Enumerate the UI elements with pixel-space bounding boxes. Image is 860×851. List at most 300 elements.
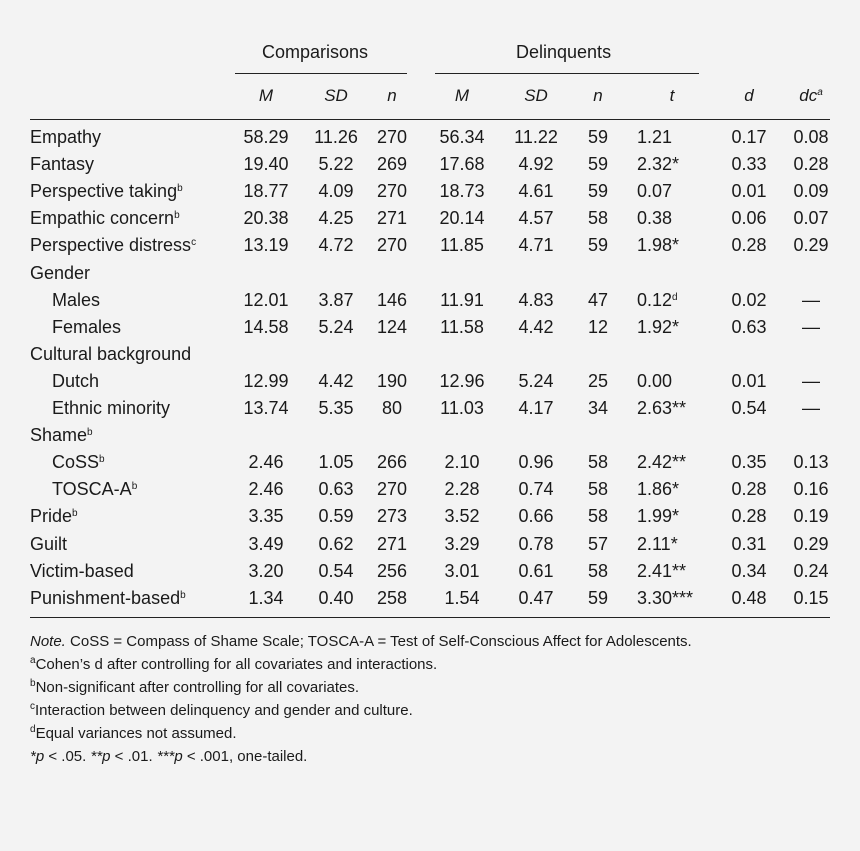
d-value (720, 479, 778, 500)
t-value (637, 561, 707, 582)
m-delinquents (432, 154, 492, 175)
row-label (30, 506, 78, 527)
row-label-text: Victim-based (30, 560, 134, 581)
row-label-footnote-mark: b (174, 210, 180, 222)
t-value-text: 0.00 (637, 370, 673, 391)
row-label-text: Guilt (30, 533, 68, 554)
p-text-2: < .01. (110, 748, 157, 765)
row-label-text: Ethnic minority (52, 398, 171, 418)
t-value (637, 506, 707, 527)
t-value-text: 1.98* (637, 235, 680, 256)
row-label-footnote-mark: b (177, 183, 183, 195)
t-value (637, 127, 707, 148)
t-value-text: 3.30*** (637, 587, 694, 608)
dc-value (785, 479, 837, 500)
row-label-text: Empathic concern (30, 208, 175, 229)
sd-delinquents (506, 452, 566, 473)
n-delinquents (578, 208, 618, 229)
row-label (30, 561, 134, 582)
d-value (720, 235, 778, 256)
row-label-text: Females (52, 316, 122, 337)
m-comparisons (236, 154, 296, 175)
m-comparisons (236, 534, 296, 555)
table-row (0, 263, 860, 290)
d-value-text: 0.48 (731, 587, 767, 608)
col-d: d (744, 86, 754, 105)
header-rule (30, 119, 830, 120)
dc-value (785, 452, 837, 473)
sd-delinquents-text: 4.71 (518, 235, 554, 256)
sd-delinquents-text: 0.78 (518, 533, 554, 554)
m-comparisons (236, 479, 296, 500)
d-value-text: 0.35 (731, 452, 767, 473)
m-delinquents-text: 18.73 (439, 181, 485, 202)
d-value-text: 0.28 (731, 479, 767, 500)
sd-delinquents (506, 398, 566, 419)
sd-delinquents-text: 4.57 (518, 208, 554, 229)
row-label (52, 452, 105, 473)
col-sd-comparisons: SD (324, 86, 348, 105)
footnote-b-text: Non-significant after controlling for all covariates. (35, 679, 360, 696)
row-label-footnote-mark: b (131, 481, 138, 493)
sd-delinquents (506, 181, 566, 202)
row-label (30, 425, 93, 446)
t-value (637, 208, 707, 229)
n-delinquents (578, 371, 618, 392)
m-delinquents (432, 506, 492, 527)
t-value-text: 2.32* (637, 154, 680, 175)
row-label (30, 154, 94, 175)
sd-delinquents-text: 5.24 (518, 370, 554, 391)
t-value-text: 0.12 (637, 289, 673, 310)
col-sd-delinquents: SD (524, 86, 548, 105)
t-value-text: 1.92* (637, 316, 680, 337)
dc-value (785, 208, 837, 229)
m-comparisons (236, 452, 296, 473)
n-delinquents-text: 58 (587, 208, 609, 229)
dc-value (785, 561, 837, 582)
n-delinquents (578, 479, 618, 500)
m-comparisons-text: 3.20 (248, 560, 284, 581)
n-delinquents-text: 59 (587, 181, 609, 202)
dc-value (785, 371, 837, 392)
sd-comparisons (306, 398, 366, 419)
d-value-text: 0.28 (731, 506, 767, 527)
footnote-d-text: Equal variances not assumed. (35, 725, 237, 742)
n-comparisons-text: 146 (376, 289, 408, 310)
sd-comparisons-text: 5.35 (318, 398, 354, 418)
dc-value-text: 0.08 (793, 127, 829, 147)
row-label-text: TOSCA-A (52, 479, 132, 500)
dc-value (785, 506, 837, 527)
n-comparisons (372, 452, 412, 473)
sd-delinquents (506, 154, 566, 175)
n-comparisons (372, 588, 412, 609)
n-delinquents (578, 561, 618, 582)
row-label-text: Empathy (30, 127, 102, 147)
sd-comparisons-text: 0.62 (318, 533, 354, 554)
row-label-footnote-mark: c (191, 237, 197, 249)
sd-comparisons (306, 290, 366, 311)
m-delinquents-text: 11.91 (440, 289, 484, 310)
footnote-c-text: Interaction between delinquency and gender and culture. (35, 702, 413, 719)
sd-comparisons (306, 588, 366, 609)
dc-value-text: 0.24 (793, 560, 829, 581)
sd-comparisons (306, 127, 366, 148)
row-label (52, 317, 121, 338)
n-comparisons (372, 181, 412, 202)
dc-value-text: — (802, 316, 820, 337)
m-comparisons (236, 181, 296, 202)
n-delinquents (578, 506, 618, 527)
d-value-text: 0.01 (731, 181, 767, 202)
dc-value (785, 398, 837, 419)
m-comparisons-text: 12.99 (243, 370, 289, 391)
sd-delinquents-text: 4.92 (518, 154, 554, 175)
row-label (30, 127, 101, 148)
dc-value (785, 588, 837, 609)
n-delinquents-text: 58 (587, 560, 609, 581)
n-comparisons-text: 270 (376, 181, 408, 202)
m-delinquents (432, 235, 492, 256)
m-delinquents (432, 208, 492, 229)
row-label (30, 588, 186, 609)
dc-value-text: 0.07 (793, 208, 829, 229)
n-comparisons (372, 506, 412, 527)
sd-comparisons (306, 561, 366, 582)
sd-comparisons (306, 371, 366, 392)
col-m-delinquents: M (454, 86, 470, 105)
t-value-text: 1.21 (637, 127, 673, 147)
m-comparisons-text: 12.01 (243, 289, 289, 310)
m-delinquents (432, 317, 492, 338)
table-row (0, 371, 860, 398)
col-m-comparisons: M (258, 86, 274, 105)
n-delinquents-text: 58 (587, 506, 609, 527)
dc-value (785, 235, 837, 256)
footnote-b (30, 676, 692, 699)
n-delinquents-text: 34 (587, 398, 609, 418)
sd-delinquents-text: 11.22 (514, 127, 558, 147)
d-value (720, 398, 778, 419)
dc-value (785, 181, 837, 202)
dc-value-text: 0.29 (793, 235, 829, 256)
m-comparisons (236, 127, 296, 148)
sd-comparisons-text: 0.63 (318, 479, 354, 500)
t-value-text: 2.11* (637, 533, 678, 554)
sd-comparisons (306, 534, 366, 555)
d-value (720, 154, 778, 175)
n-comparisons-text: 271 (376, 533, 408, 554)
p-text-1: < .05. (44, 748, 91, 765)
t-value (637, 181, 707, 202)
d-value (720, 588, 778, 609)
sd-delinquents-text: 4.42 (518, 316, 554, 337)
dc-value-text: — (802, 289, 820, 310)
n-delinquents-text: 59 (587, 154, 609, 175)
sd-comparisons (306, 181, 366, 202)
m-delinquents (432, 588, 492, 609)
sd-delinquents-text: 0.61 (518, 560, 554, 581)
table-row (0, 317, 860, 344)
row-label-text: Fantasy (30, 154, 95, 175)
m-delinquents (432, 127, 492, 148)
n-comparisons-text: 271 (376, 208, 408, 229)
n-comparisons (372, 290, 412, 311)
footnote-a-mark: a (30, 655, 36, 666)
n-delinquents (578, 290, 618, 311)
col-t: t (669, 86, 675, 105)
table-row (0, 127, 860, 154)
comparisons-group-header: Comparisons (262, 42, 369, 62)
n-delinquents-text: 58 (587, 479, 609, 500)
table-row (0, 479, 860, 506)
n-delinquents (578, 398, 618, 419)
sd-comparisons (306, 506, 366, 527)
sd-comparisons-text: 11.26 (314, 127, 358, 147)
dc-value (785, 534, 837, 555)
m-comparisons-text: 13.74 (243, 398, 289, 418)
m-comparisons-text: 2.46 (248, 452, 284, 473)
sd-comparisons (306, 235, 366, 256)
row-label (30, 181, 183, 202)
m-comparisons-text: 1.34 (248, 587, 284, 608)
d-value (720, 208, 778, 229)
row-label (52, 398, 170, 419)
m-comparisons-text: 13.19 (243, 235, 289, 256)
n-comparisons (372, 534, 412, 555)
col-n-comparisons: n (387, 86, 397, 105)
sd-comparisons (306, 479, 366, 500)
n-delinquents-text: 59 (587, 127, 609, 147)
row-label-footnote-mark: b (72, 508, 78, 520)
sd-comparisons-text: 0.54 (318, 560, 354, 581)
row-label-text: Cultural background (30, 343, 192, 364)
sd-delinquents-text: 0.66 (518, 506, 554, 527)
n-delinquents (578, 235, 618, 256)
m-comparisons-text: 20.38 (243, 208, 289, 229)
dc-value (785, 317, 837, 338)
sd-delinquents-text: 0.96 (518, 452, 554, 473)
footnote-a-text: Cohen’s d after controlling for all covariates and interactions. (35, 656, 438, 673)
n-comparisons (372, 127, 412, 148)
n-comparisons-text: 270 (376, 479, 408, 500)
m-delinquents (432, 534, 492, 555)
dc-value-text: 0.29 (793, 533, 829, 554)
d-value-text: 0.34 (731, 560, 767, 581)
t-value (637, 588, 707, 609)
d-value-text: 0.54 (731, 398, 767, 418)
m-comparisons-text: 3.49 (248, 533, 284, 554)
sd-comparisons-text: 4.72 (318, 235, 354, 256)
table-row (0, 452, 860, 479)
sd-comparisons-text: 5.22 (318, 154, 354, 175)
n-delinquents (578, 181, 618, 202)
sd-comparisons (306, 208, 366, 229)
n-comparisons (372, 154, 412, 175)
n-comparisons-text: 258 (376, 587, 408, 608)
t-value-text: 1.99* (637, 506, 680, 527)
n-comparisons-text: 270 (376, 235, 408, 256)
row-label-footnote-mark: b (180, 589, 186, 601)
row-label (52, 371, 99, 392)
t-value (637, 479, 707, 500)
sd-comparisons-text: 4.42 (318, 370, 354, 391)
sd-comparisons (306, 317, 366, 338)
sd-delinquents (506, 506, 566, 527)
d-value (720, 506, 778, 527)
m-comparisons (236, 506, 296, 527)
dc-value-text: — (802, 370, 820, 391)
t-value (637, 235, 707, 256)
t-value-text: 1.86* (637, 479, 680, 500)
d-value (720, 127, 778, 148)
sd-comparisons (306, 452, 366, 473)
dc-value-text: 0.19 (793, 506, 829, 527)
note-line (30, 630, 692, 653)
sd-comparisons-text: 1.05 (318, 452, 354, 473)
n-delinquents (578, 317, 618, 338)
dc-value-text: — (802, 398, 820, 418)
n-delinquents-text: 58 (587, 452, 609, 473)
table-row (0, 398, 860, 425)
t-value (637, 452, 707, 473)
significance-note (30, 745, 692, 768)
t-value (637, 154, 707, 175)
n-delinquents (578, 588, 618, 609)
sd-delinquents (506, 588, 566, 609)
sd-delinquents-text: 4.61 (518, 181, 554, 202)
m-delinquents-text: 11.58 (440, 316, 484, 337)
m-delinquents-text: 20.14 (439, 208, 485, 229)
d-value (720, 452, 778, 473)
dc-value-text: 0.16 (793, 479, 829, 500)
row-label-text: Gender (30, 262, 91, 283)
footnote-c (30, 699, 692, 722)
row-label-text: Males (52, 289, 101, 310)
sd-delinquents (506, 235, 566, 256)
m-comparisons (236, 588, 296, 609)
n-delinquents-text: 57 (587, 533, 609, 554)
dc-value-text: 0.15 (793, 587, 829, 608)
dc-value-text: 0.13 (793, 452, 829, 473)
row-label-text: CoSS (52, 452, 100, 473)
col-dc (785, 86, 837, 106)
table-row (0, 344, 860, 371)
m-delinquents (432, 181, 492, 202)
t-value (637, 317, 707, 338)
n-comparisons-text: 80 (381, 398, 403, 418)
p-text-3: < .001, one-tailed. (182, 748, 308, 765)
row-label (30, 235, 196, 256)
m-delinquents-text: 3.29 (444, 533, 480, 554)
sd-comparisons-text: 4.25 (318, 208, 354, 229)
d-value-text: 0.01 (731, 370, 767, 391)
n-comparisons-text: 273 (376, 506, 408, 527)
d-value (720, 371, 778, 392)
delinquents-rule (435, 73, 699, 74)
table-row (0, 534, 860, 561)
m-comparisons (236, 398, 296, 419)
footnote-d-mark: d (30, 724, 36, 735)
table-notes (30, 630, 692, 768)
m-delinquents (432, 452, 492, 473)
n-delinquents (578, 127, 618, 148)
t-value-text: 2.41** (637, 560, 687, 581)
n-delinquents-text: 59 (587, 235, 609, 256)
sd-delinquents (506, 127, 566, 148)
n-comparisons (372, 479, 412, 500)
row-label-footnote-mark: b (87, 427, 93, 439)
d-value-text: 0.02 (731, 289, 767, 310)
t-footnote-mark: d (672, 291, 678, 303)
delinquents-group-header: Delinquents (516, 42, 612, 62)
table-row (0, 181, 860, 208)
n-comparisons (372, 235, 412, 256)
m-comparisons (236, 317, 296, 338)
n-delinquents (578, 452, 618, 473)
table-row (0, 208, 860, 235)
d-value-text: 0.33 (731, 154, 767, 175)
n-comparisons (372, 561, 412, 582)
note-text: CoSS = Compass of Shame Scale; TOSCA-A = Test of Self-Conscious Affect for Adolescents. (65, 633, 692, 650)
dc-value (785, 154, 837, 175)
n-comparisons-text: 270 (376, 127, 408, 147)
col-n-delinquents: n (593, 86, 603, 105)
m-delinquents-text: 3.52 (444, 506, 480, 527)
col-dc-footnote-mark: a (817, 87, 823, 98)
n-comparisons-text: 124 (376, 316, 408, 337)
m-comparisons (236, 235, 296, 256)
t-value (637, 290, 707, 311)
table-row (0, 506, 860, 533)
d-value (720, 561, 778, 582)
row-label-footnote-mark: b (99, 454, 105, 466)
n-delinquents-text: 59 (587, 587, 609, 608)
t-value-text: 2.42** (637, 452, 687, 473)
row-label-text: Pride (30, 506, 73, 527)
t-value (637, 398, 707, 419)
col-dc-label: dc (799, 86, 818, 105)
n-comparisons-text: 256 (376, 560, 408, 581)
d-value-text: 0.28 (731, 235, 767, 256)
row-label (52, 479, 137, 500)
footnote-d (30, 722, 692, 745)
row-label (30, 344, 191, 365)
n-delinquents (578, 154, 618, 175)
m-comparisons-text: 18.77 (243, 181, 289, 202)
d-value-text: 0.06 (731, 208, 767, 229)
m-comparisons-text: 2.46 (248, 479, 284, 500)
note-lead: Note. (30, 633, 66, 650)
sd-delinquents-text: 0.74 (518, 479, 554, 500)
table-row (0, 290, 860, 317)
d-value-text: 0.63 (731, 316, 767, 337)
dc-value (785, 127, 837, 148)
m-comparisons (236, 561, 296, 582)
n-delinquents-text: 25 (587, 370, 609, 391)
t-value (637, 371, 707, 392)
m-comparisons-text: 14.58 (243, 316, 289, 337)
m-comparisons-text: 3.35 (248, 506, 284, 527)
row-label-text: Dutch (52, 370, 100, 391)
sd-delinquents (506, 290, 566, 311)
sd-delinquents (506, 561, 566, 582)
m-delinquents-text: 56.34 (439, 127, 485, 147)
m-delinquents (432, 290, 492, 311)
n-delinquents-text: 47 (587, 289, 609, 310)
table-row (0, 235, 860, 262)
